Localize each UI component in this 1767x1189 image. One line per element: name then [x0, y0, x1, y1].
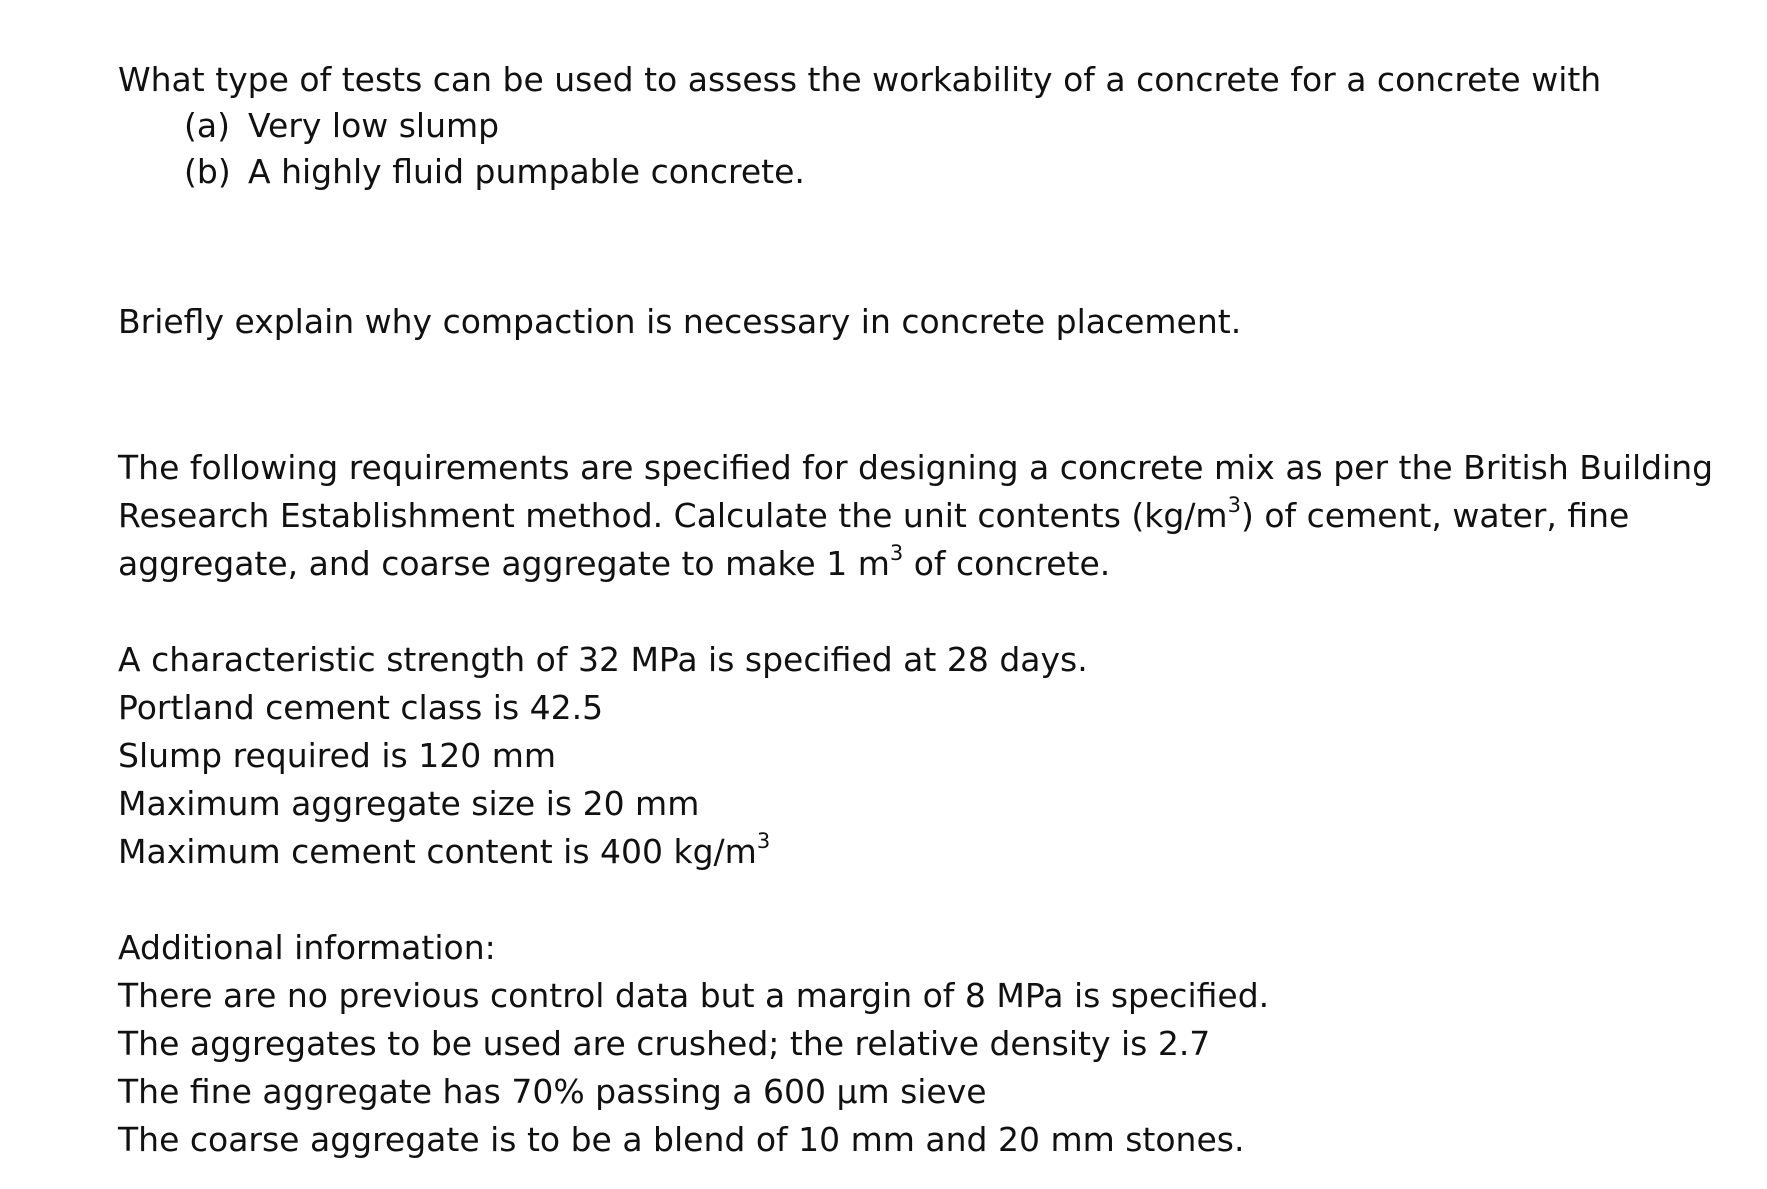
- intro-text: of concrete.: [903, 544, 1111, 583]
- item-marker: (a): [184, 106, 230, 145]
- superscript: 3: [889, 541, 904, 565]
- item-marker: (b): [184, 152, 231, 191]
- question2-prompt: Briefly explain why compaction is necessary in concrete placement.: [118, 302, 1242, 341]
- question1-item-b: [184, 150, 805, 194]
- question1-item-a: [184, 104, 499, 148]
- question3-intro-line2: [118, 494, 1629, 538]
- additional-margin: There are no previous control data but a margin of 8 MPa is specified.: [118, 976, 1270, 1015]
- superscript: 3: [1227, 493, 1241, 517]
- requirement-max-cement: [118, 830, 770, 874]
- additional-heading: Additional information:: [118, 928, 496, 967]
- question1-prompt: What type of tests can be used to assess the workability of a concrete for a concrete with: [118, 60, 1602, 99]
- intro-text: ) of cement, water, fine: [1240, 496, 1630, 535]
- item-text: Very low slump: [248, 106, 500, 145]
- requirement-cement-class: Portland cement class is 42.5: [118, 688, 604, 727]
- requirement-strength: A characteristic strength of 32 MPa is specified at 28 days.: [118, 640, 1088, 679]
- additional-density: The aggregates to be used are crushed; the relative density is 2.7: [118, 1024, 1211, 1063]
- additional-blend: The coarse aggregate is to be a blend of 10 mm and 20 mm stones.: [118, 1120, 1245, 1159]
- requirement-aggregate-size: Maximum aggregate size is 20 mm: [118, 784, 700, 823]
- item-text: A highly fluid pumpable concrete.: [248, 152, 805, 191]
- question3-intro-line3: [118, 542, 1110, 586]
- requirement-text: Maximum cement content is 400 kg/m: [118, 832, 757, 871]
- requirement-slump: Slump required is 120 mm: [118, 736, 556, 775]
- intro-text: aggregate, and coarse aggregate to make 1 m: [118, 544, 890, 583]
- intro-text: Research Establishment method. Calculate the unit contents (kg/m: [118, 496, 1228, 535]
- question3-intro-line1: The following requirements are specified for designing a concrete mix as per the British Building: [118, 448, 1714, 487]
- superscript: 3: [756, 829, 771, 853]
- additional-sieve: The fine aggregate has 70% passing a 600 μm sieve: [118, 1072, 987, 1111]
